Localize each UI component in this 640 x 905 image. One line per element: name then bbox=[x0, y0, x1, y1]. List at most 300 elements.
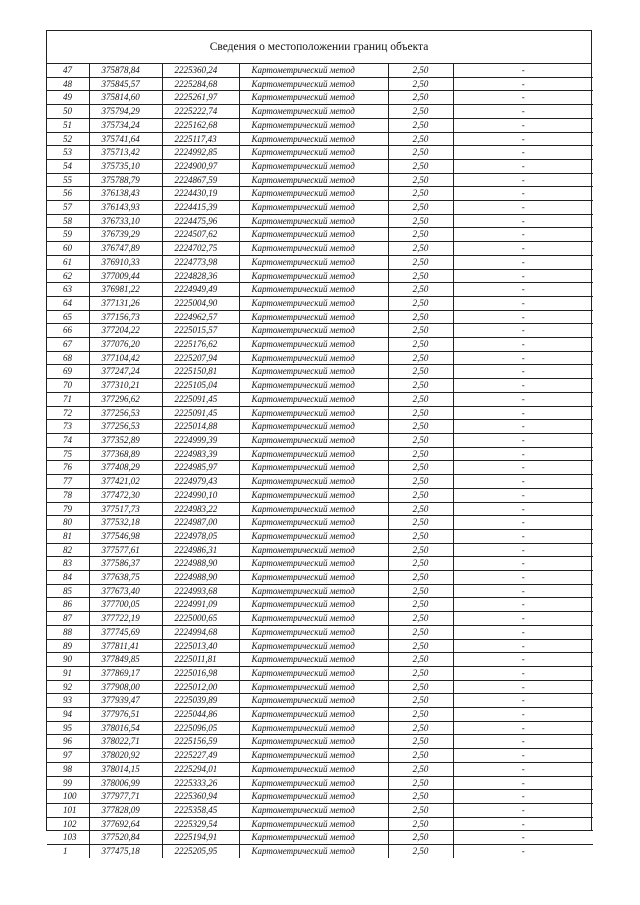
method-cell: Картометрический метод bbox=[239, 91, 388, 105]
method-cell: Картометрический метод bbox=[239, 461, 388, 475]
coordinates-document bbox=[46, 30, 592, 857]
coord-x-cell: 375741,64 bbox=[89, 132, 162, 146]
table-row bbox=[47, 666, 593, 680]
method-cell: Картометрический метод bbox=[239, 845, 388, 858]
coord-x-cell: 375713,42 bbox=[89, 146, 162, 160]
note-cell: - bbox=[453, 762, 593, 776]
coord-y-cell: 2225222,74 bbox=[162, 105, 239, 119]
accuracy-cell: 2,50 bbox=[388, 406, 453, 420]
coord-y-cell: 2224430,19 bbox=[162, 187, 239, 201]
accuracy-cell: 2,50 bbox=[388, 118, 453, 132]
point-number-cell: 51 bbox=[47, 118, 89, 132]
table-row bbox=[47, 571, 593, 585]
note-cell: - bbox=[453, 132, 593, 146]
accuracy-cell: 2,50 bbox=[388, 324, 453, 338]
method-cell: Картометрический метод bbox=[239, 653, 388, 667]
table-row bbox=[47, 447, 593, 461]
accuracy-cell: 2,50 bbox=[388, 269, 453, 283]
table-row bbox=[47, 625, 593, 639]
note-cell: - bbox=[453, 64, 593, 77]
table-row bbox=[47, 433, 593, 447]
method-cell: Картометрический метод bbox=[239, 584, 388, 598]
method-cell: Картометрический метод bbox=[239, 379, 388, 393]
accuracy-cell: 2,50 bbox=[388, 598, 453, 612]
accuracy-cell: 2,50 bbox=[388, 749, 453, 763]
method-cell: Картометрический метод bbox=[239, 324, 388, 338]
table-row bbox=[47, 324, 593, 338]
coord-x-cell: 377586,37 bbox=[89, 557, 162, 571]
accuracy-cell: 2,50 bbox=[388, 639, 453, 653]
table-row bbox=[47, 749, 593, 763]
method-cell: Картометрический метод bbox=[239, 420, 388, 434]
accuracy-cell: 2,50 bbox=[388, 817, 453, 831]
coord-x-cell: 377472,30 bbox=[89, 488, 162, 502]
note-cell: - bbox=[453, 283, 593, 297]
point-number-cell: 50 bbox=[47, 105, 89, 119]
coord-x-cell: 377722,19 bbox=[89, 612, 162, 626]
method-cell: Картометрический метод bbox=[239, 529, 388, 543]
accuracy-cell: 2,50 bbox=[388, 433, 453, 447]
point-number-cell: 75 bbox=[47, 447, 89, 461]
note-cell: - bbox=[453, 666, 593, 680]
method-cell: Картометрический метод bbox=[239, 831, 388, 845]
accuracy-cell: 2,50 bbox=[388, 283, 453, 297]
table-row bbox=[47, 598, 593, 612]
coord-x-cell: 376143,93 bbox=[89, 201, 162, 215]
table-row bbox=[47, 845, 593, 858]
point-number-cell: 81 bbox=[47, 529, 89, 543]
method-cell: Картометрический метод bbox=[239, 762, 388, 776]
method-cell: Картометрический метод bbox=[239, 146, 388, 160]
table-row bbox=[47, 365, 593, 379]
coord-x-cell: 377256,53 bbox=[89, 420, 162, 434]
note-cell: - bbox=[453, 392, 593, 406]
point-number-cell: 84 bbox=[47, 571, 89, 585]
table-row bbox=[47, 379, 593, 393]
method-cell: Картометрический метод bbox=[239, 502, 388, 516]
note-cell: - bbox=[453, 584, 593, 598]
note-cell: - bbox=[453, 338, 593, 352]
coord-x-cell: 377532,18 bbox=[89, 516, 162, 530]
coord-y-cell: 2224415,39 bbox=[162, 201, 239, 215]
note-cell: - bbox=[453, 488, 593, 502]
coord-y-cell: 2225012,00 bbox=[162, 680, 239, 694]
point-number-cell: 71 bbox=[47, 392, 89, 406]
coord-y-cell: 2225156,59 bbox=[162, 735, 239, 749]
note-cell: - bbox=[453, 639, 593, 653]
table-row bbox=[47, 639, 593, 653]
coord-x-cell: 378014,15 bbox=[89, 762, 162, 776]
point-number-cell: 88 bbox=[47, 625, 89, 639]
method-cell: Картометрический метод bbox=[239, 625, 388, 639]
coord-x-cell: 376138,43 bbox=[89, 187, 162, 201]
coord-x-cell: 377828,09 bbox=[89, 803, 162, 817]
coord-x-cell: 377811,41 bbox=[89, 639, 162, 653]
coord-x-cell: 375794,29 bbox=[89, 105, 162, 119]
coord-y-cell: 2225176,62 bbox=[162, 338, 239, 352]
table-row bbox=[47, 255, 593, 269]
table-row bbox=[47, 735, 593, 749]
method-cell: Картометрический метод bbox=[239, 543, 388, 557]
note-cell: - bbox=[453, 296, 593, 310]
point-number-cell: 77 bbox=[47, 475, 89, 489]
point-number-cell: 74 bbox=[47, 433, 89, 447]
coord-y-cell: 2225194,91 bbox=[162, 831, 239, 845]
accuracy-cell: 2,50 bbox=[388, 105, 453, 119]
coord-x-cell: 377368,89 bbox=[89, 447, 162, 461]
coord-y-cell: 2224773,98 bbox=[162, 255, 239, 269]
accuracy-cell: 2,50 bbox=[388, 64, 453, 77]
coord-y-cell: 2224988,90 bbox=[162, 571, 239, 585]
point-number-cell: 76 bbox=[47, 461, 89, 475]
note-cell: - bbox=[453, 831, 593, 845]
coord-y-cell: 2225013,40 bbox=[162, 639, 239, 653]
accuracy-cell: 2,50 bbox=[388, 721, 453, 735]
coord-x-cell: 377849,85 bbox=[89, 653, 162, 667]
table-row bbox=[47, 708, 593, 722]
note-cell: - bbox=[453, 214, 593, 228]
coord-y-cell: 2224983,39 bbox=[162, 447, 239, 461]
accuracy-cell: 2,50 bbox=[388, 379, 453, 393]
accuracy-cell: 2,50 bbox=[388, 255, 453, 269]
accuracy-cell: 2,50 bbox=[388, 694, 453, 708]
coord-x-cell: 375878,84 bbox=[89, 64, 162, 77]
method-cell: Картометрический метод bbox=[239, 187, 388, 201]
accuracy-cell: 2,50 bbox=[388, 708, 453, 722]
table-row bbox=[47, 269, 593, 283]
point-number-cell: 57 bbox=[47, 201, 89, 215]
method-cell: Картометрический метод bbox=[239, 214, 388, 228]
point-number-cell: 83 bbox=[47, 557, 89, 571]
method-cell: Картометрический метод bbox=[239, 666, 388, 680]
coord-y-cell: 2224993,68 bbox=[162, 584, 239, 598]
table-row bbox=[47, 146, 593, 160]
method-cell: Картометрический метод bbox=[239, 447, 388, 461]
method-cell: Картометрический метод bbox=[239, 173, 388, 187]
coord-y-cell: 2224999,39 bbox=[162, 433, 239, 447]
point-number-cell: 62 bbox=[47, 269, 89, 283]
method-cell: Картометрический метод bbox=[239, 571, 388, 585]
coord-y-cell: 2224988,90 bbox=[162, 557, 239, 571]
boundary-points-table bbox=[47, 64, 593, 858]
table-row bbox=[47, 105, 593, 119]
coord-y-cell: 2224900,97 bbox=[162, 159, 239, 173]
accuracy-cell: 2,50 bbox=[388, 488, 453, 502]
coord-x-cell: 377310,21 bbox=[89, 379, 162, 393]
table-row bbox=[47, 475, 593, 489]
method-cell: Картометрический метод bbox=[239, 406, 388, 420]
point-number-cell: 68 bbox=[47, 351, 89, 365]
method-cell: Картометрический метод bbox=[239, 392, 388, 406]
note-cell: - bbox=[453, 351, 593, 365]
point-number-cell: 70 bbox=[47, 379, 89, 393]
point-number-cell: 79 bbox=[47, 502, 89, 516]
accuracy-cell: 2,50 bbox=[388, 351, 453, 365]
coord-y-cell: 2225044,86 bbox=[162, 708, 239, 722]
accuracy-cell: 2,50 bbox=[388, 831, 453, 845]
note-cell: - bbox=[453, 721, 593, 735]
note-cell: - bbox=[453, 694, 593, 708]
coord-x-cell: 378020,92 bbox=[89, 749, 162, 763]
method-cell: Картометрический метод bbox=[239, 132, 388, 146]
accuracy-cell: 2,50 bbox=[388, 845, 453, 858]
table-row bbox=[47, 831, 593, 845]
note-cell: - bbox=[453, 817, 593, 831]
method-cell: Картометрический метод bbox=[239, 242, 388, 256]
note-cell: - bbox=[453, 433, 593, 447]
point-number-cell: 59 bbox=[47, 228, 89, 242]
point-number-cell: 72 bbox=[47, 406, 89, 420]
table-row bbox=[47, 310, 593, 324]
table-row bbox=[47, 516, 593, 530]
method-cell: Картометрический метод bbox=[239, 817, 388, 831]
note-cell: - bbox=[453, 379, 593, 393]
coord-x-cell: 377247,24 bbox=[89, 365, 162, 379]
table-row bbox=[47, 543, 593, 557]
note-cell: - bbox=[453, 255, 593, 269]
table-row bbox=[47, 653, 593, 667]
note-cell: - bbox=[453, 420, 593, 434]
table-row bbox=[47, 502, 593, 516]
method-cell: Картометрический метод bbox=[239, 680, 388, 694]
note-cell: - bbox=[453, 447, 593, 461]
coord-y-cell: 2224990,10 bbox=[162, 488, 239, 502]
accuracy-cell: 2,50 bbox=[388, 132, 453, 146]
accuracy-cell: 2,50 bbox=[388, 392, 453, 406]
point-number-cell: 78 bbox=[47, 488, 89, 502]
note-cell: - bbox=[453, 625, 593, 639]
table-row bbox=[47, 680, 593, 694]
point-number-cell: 98 bbox=[47, 762, 89, 776]
accuracy-cell: 2,50 bbox=[388, 461, 453, 475]
point-number-cell: 101 bbox=[47, 803, 89, 817]
point-number-cell: 89 bbox=[47, 639, 89, 653]
coord-x-cell: 377104,42 bbox=[89, 351, 162, 365]
note-cell: - bbox=[453, 571, 593, 585]
point-number-cell: 66 bbox=[47, 324, 89, 338]
table-row bbox=[47, 338, 593, 352]
note-cell: - bbox=[453, 529, 593, 543]
point-number-cell: 86 bbox=[47, 598, 89, 612]
accuracy-cell: 2,50 bbox=[388, 91, 453, 105]
accuracy-cell: 2,50 bbox=[388, 365, 453, 379]
accuracy-cell: 2,50 bbox=[388, 612, 453, 626]
table-row bbox=[47, 214, 593, 228]
coord-x-cell: 377577,61 bbox=[89, 543, 162, 557]
accuracy-cell: 2,50 bbox=[388, 338, 453, 352]
table-row bbox=[47, 694, 593, 708]
note-cell: - bbox=[453, 105, 593, 119]
table-row bbox=[47, 283, 593, 297]
point-number-cell: 99 bbox=[47, 776, 89, 790]
table-row bbox=[47, 296, 593, 310]
coord-y-cell: 2225014,88 bbox=[162, 420, 239, 434]
point-number-cell: 96 bbox=[47, 735, 89, 749]
accuracy-cell: 2,50 bbox=[388, 803, 453, 817]
point-number-cell: 85 bbox=[47, 584, 89, 598]
note-cell: - bbox=[453, 749, 593, 763]
point-number-cell: 91 bbox=[47, 666, 89, 680]
coord-y-cell: 2224828,36 bbox=[162, 269, 239, 283]
coord-x-cell: 377517,73 bbox=[89, 502, 162, 516]
note-cell: - bbox=[453, 598, 593, 612]
coord-x-cell: 378022,71 bbox=[89, 735, 162, 749]
coord-y-cell: 2225091,45 bbox=[162, 406, 239, 420]
note-cell: - bbox=[453, 790, 593, 804]
note-cell: - bbox=[453, 680, 593, 694]
coord-x-cell: 377692,64 bbox=[89, 817, 162, 831]
coord-y-cell: 2224475,96 bbox=[162, 214, 239, 228]
coord-x-cell: 377673,40 bbox=[89, 584, 162, 598]
coord-y-cell: 2225000,65 bbox=[162, 612, 239, 626]
note-cell: - bbox=[453, 557, 593, 571]
coord-y-cell: 2224867,59 bbox=[162, 173, 239, 187]
coord-y-cell: 2224985,97 bbox=[162, 461, 239, 475]
point-number-cell: 65 bbox=[47, 310, 89, 324]
coord-y-cell: 2224507,62 bbox=[162, 228, 239, 242]
note-cell: - bbox=[453, 146, 593, 160]
coord-y-cell: 2225117,43 bbox=[162, 132, 239, 146]
note-cell: - bbox=[453, 310, 593, 324]
table-row bbox=[47, 557, 593, 571]
coord-x-cell: 377939,47 bbox=[89, 694, 162, 708]
note-cell: - bbox=[453, 475, 593, 489]
note-cell: - bbox=[453, 708, 593, 722]
point-number-cell: 63 bbox=[47, 283, 89, 297]
table-row bbox=[47, 461, 593, 475]
note-cell: - bbox=[453, 173, 593, 187]
coord-x-cell: 377256,53 bbox=[89, 406, 162, 420]
coord-x-cell: 376910,33 bbox=[89, 255, 162, 269]
note-cell: - bbox=[453, 516, 593, 530]
coord-x-cell: 375734,24 bbox=[89, 118, 162, 132]
point-number-cell: 56 bbox=[47, 187, 89, 201]
accuracy-cell: 2,50 bbox=[388, 762, 453, 776]
method-cell: Картометрический метод bbox=[239, 338, 388, 352]
table-row bbox=[47, 790, 593, 804]
method-cell: Картометрический метод bbox=[239, 516, 388, 530]
method-cell: Картометрический метод bbox=[239, 77, 388, 91]
coord-y-cell: 2224979,43 bbox=[162, 475, 239, 489]
table-row bbox=[47, 817, 593, 831]
table-row bbox=[47, 406, 593, 420]
point-number-cell: 90 bbox=[47, 653, 89, 667]
coord-y-cell: 2225360,94 bbox=[162, 790, 239, 804]
accuracy-cell: 2,50 bbox=[388, 543, 453, 557]
coord-y-cell: 2225329,54 bbox=[162, 817, 239, 831]
method-cell: Картометрический метод bbox=[239, 612, 388, 626]
note-cell: - bbox=[453, 159, 593, 173]
accuracy-cell: 2,50 bbox=[388, 447, 453, 461]
coord-x-cell: 375788,79 bbox=[89, 173, 162, 187]
coord-y-cell: 2225105,04 bbox=[162, 379, 239, 393]
table-row bbox=[47, 776, 593, 790]
method-cell: Картометрический метод bbox=[239, 557, 388, 571]
point-number-cell: 97 bbox=[47, 749, 89, 763]
accuracy-cell: 2,50 bbox=[388, 584, 453, 598]
coord-y-cell: 2224978,05 bbox=[162, 529, 239, 543]
method-cell: Картометрический метод bbox=[239, 283, 388, 297]
note-cell: - bbox=[453, 406, 593, 420]
coord-x-cell: 377869,17 bbox=[89, 666, 162, 680]
table-row bbox=[47, 77, 593, 91]
accuracy-cell: 2,50 bbox=[388, 228, 453, 242]
point-number-cell: 73 bbox=[47, 420, 89, 434]
coord-x-cell: 377156,73 bbox=[89, 310, 162, 324]
coord-y-cell: 2225284,68 bbox=[162, 77, 239, 91]
method-cell: Картометрический метод bbox=[239, 488, 388, 502]
coord-x-cell: 377745,69 bbox=[89, 625, 162, 639]
coord-y-cell: 2224994,68 bbox=[162, 625, 239, 639]
table-row bbox=[47, 173, 593, 187]
note-cell: - bbox=[453, 776, 593, 790]
accuracy-cell: 2,50 bbox=[388, 214, 453, 228]
method-cell: Картометрический метод bbox=[239, 296, 388, 310]
note-cell: - bbox=[453, 91, 593, 105]
point-number-cell: 54 bbox=[47, 159, 89, 173]
accuracy-cell: 2,50 bbox=[388, 571, 453, 585]
coord-x-cell: 378006,99 bbox=[89, 776, 162, 790]
accuracy-cell: 2,50 bbox=[388, 187, 453, 201]
point-number-cell: 61 bbox=[47, 255, 89, 269]
coord-x-cell: 377908,00 bbox=[89, 680, 162, 694]
table-body bbox=[47, 64, 593, 858]
coord-y-cell: 2225333,26 bbox=[162, 776, 239, 790]
coord-x-cell: 376981,22 bbox=[89, 283, 162, 297]
table-row bbox=[47, 187, 593, 201]
coord-x-cell: 378016,54 bbox=[89, 721, 162, 735]
coord-y-cell: 2225096,05 bbox=[162, 721, 239, 735]
note-cell: - bbox=[453, 187, 593, 201]
method-cell: Картометрический метод bbox=[239, 790, 388, 804]
point-number-cell: 1 bbox=[47, 845, 89, 858]
note-cell: - bbox=[453, 803, 593, 817]
coord-y-cell: 2225360,24 bbox=[162, 64, 239, 77]
coord-y-cell: 2224962,57 bbox=[162, 310, 239, 324]
coord-x-cell: 377204,22 bbox=[89, 324, 162, 338]
accuracy-cell: 2,50 bbox=[388, 173, 453, 187]
point-number-cell: 49 bbox=[47, 91, 89, 105]
table-row bbox=[47, 201, 593, 215]
accuracy-cell: 2,50 bbox=[388, 502, 453, 516]
method-cell: Картометрический метод bbox=[239, 598, 388, 612]
coord-y-cell: 2225004,90 bbox=[162, 296, 239, 310]
coord-y-cell: 2225039,89 bbox=[162, 694, 239, 708]
coord-y-cell: 2224987,00 bbox=[162, 516, 239, 530]
point-number-cell: 87 bbox=[47, 612, 89, 626]
method-cell: Картометрический метод bbox=[239, 105, 388, 119]
table-row bbox=[47, 584, 593, 598]
coord-y-cell: 2224983,22 bbox=[162, 502, 239, 516]
accuracy-cell: 2,50 bbox=[388, 680, 453, 694]
table-row bbox=[47, 228, 593, 242]
point-number-cell: 60 bbox=[47, 242, 89, 256]
accuracy-cell: 2,50 bbox=[388, 420, 453, 434]
accuracy-cell: 2,50 bbox=[388, 146, 453, 160]
point-number-cell: 53 bbox=[47, 146, 89, 160]
method-cell: Картометрический метод bbox=[239, 735, 388, 749]
accuracy-cell: 2,50 bbox=[388, 790, 453, 804]
coord-x-cell: 377475,18 bbox=[89, 845, 162, 858]
point-number-cell: 69 bbox=[47, 365, 89, 379]
note-cell: - bbox=[453, 324, 593, 338]
method-cell: Картометрический метод bbox=[239, 776, 388, 790]
point-number-cell: 82 bbox=[47, 543, 89, 557]
point-number-cell: 94 bbox=[47, 708, 89, 722]
table-row bbox=[47, 529, 593, 543]
accuracy-cell: 2,50 bbox=[388, 242, 453, 256]
note-cell: - bbox=[453, 612, 593, 626]
